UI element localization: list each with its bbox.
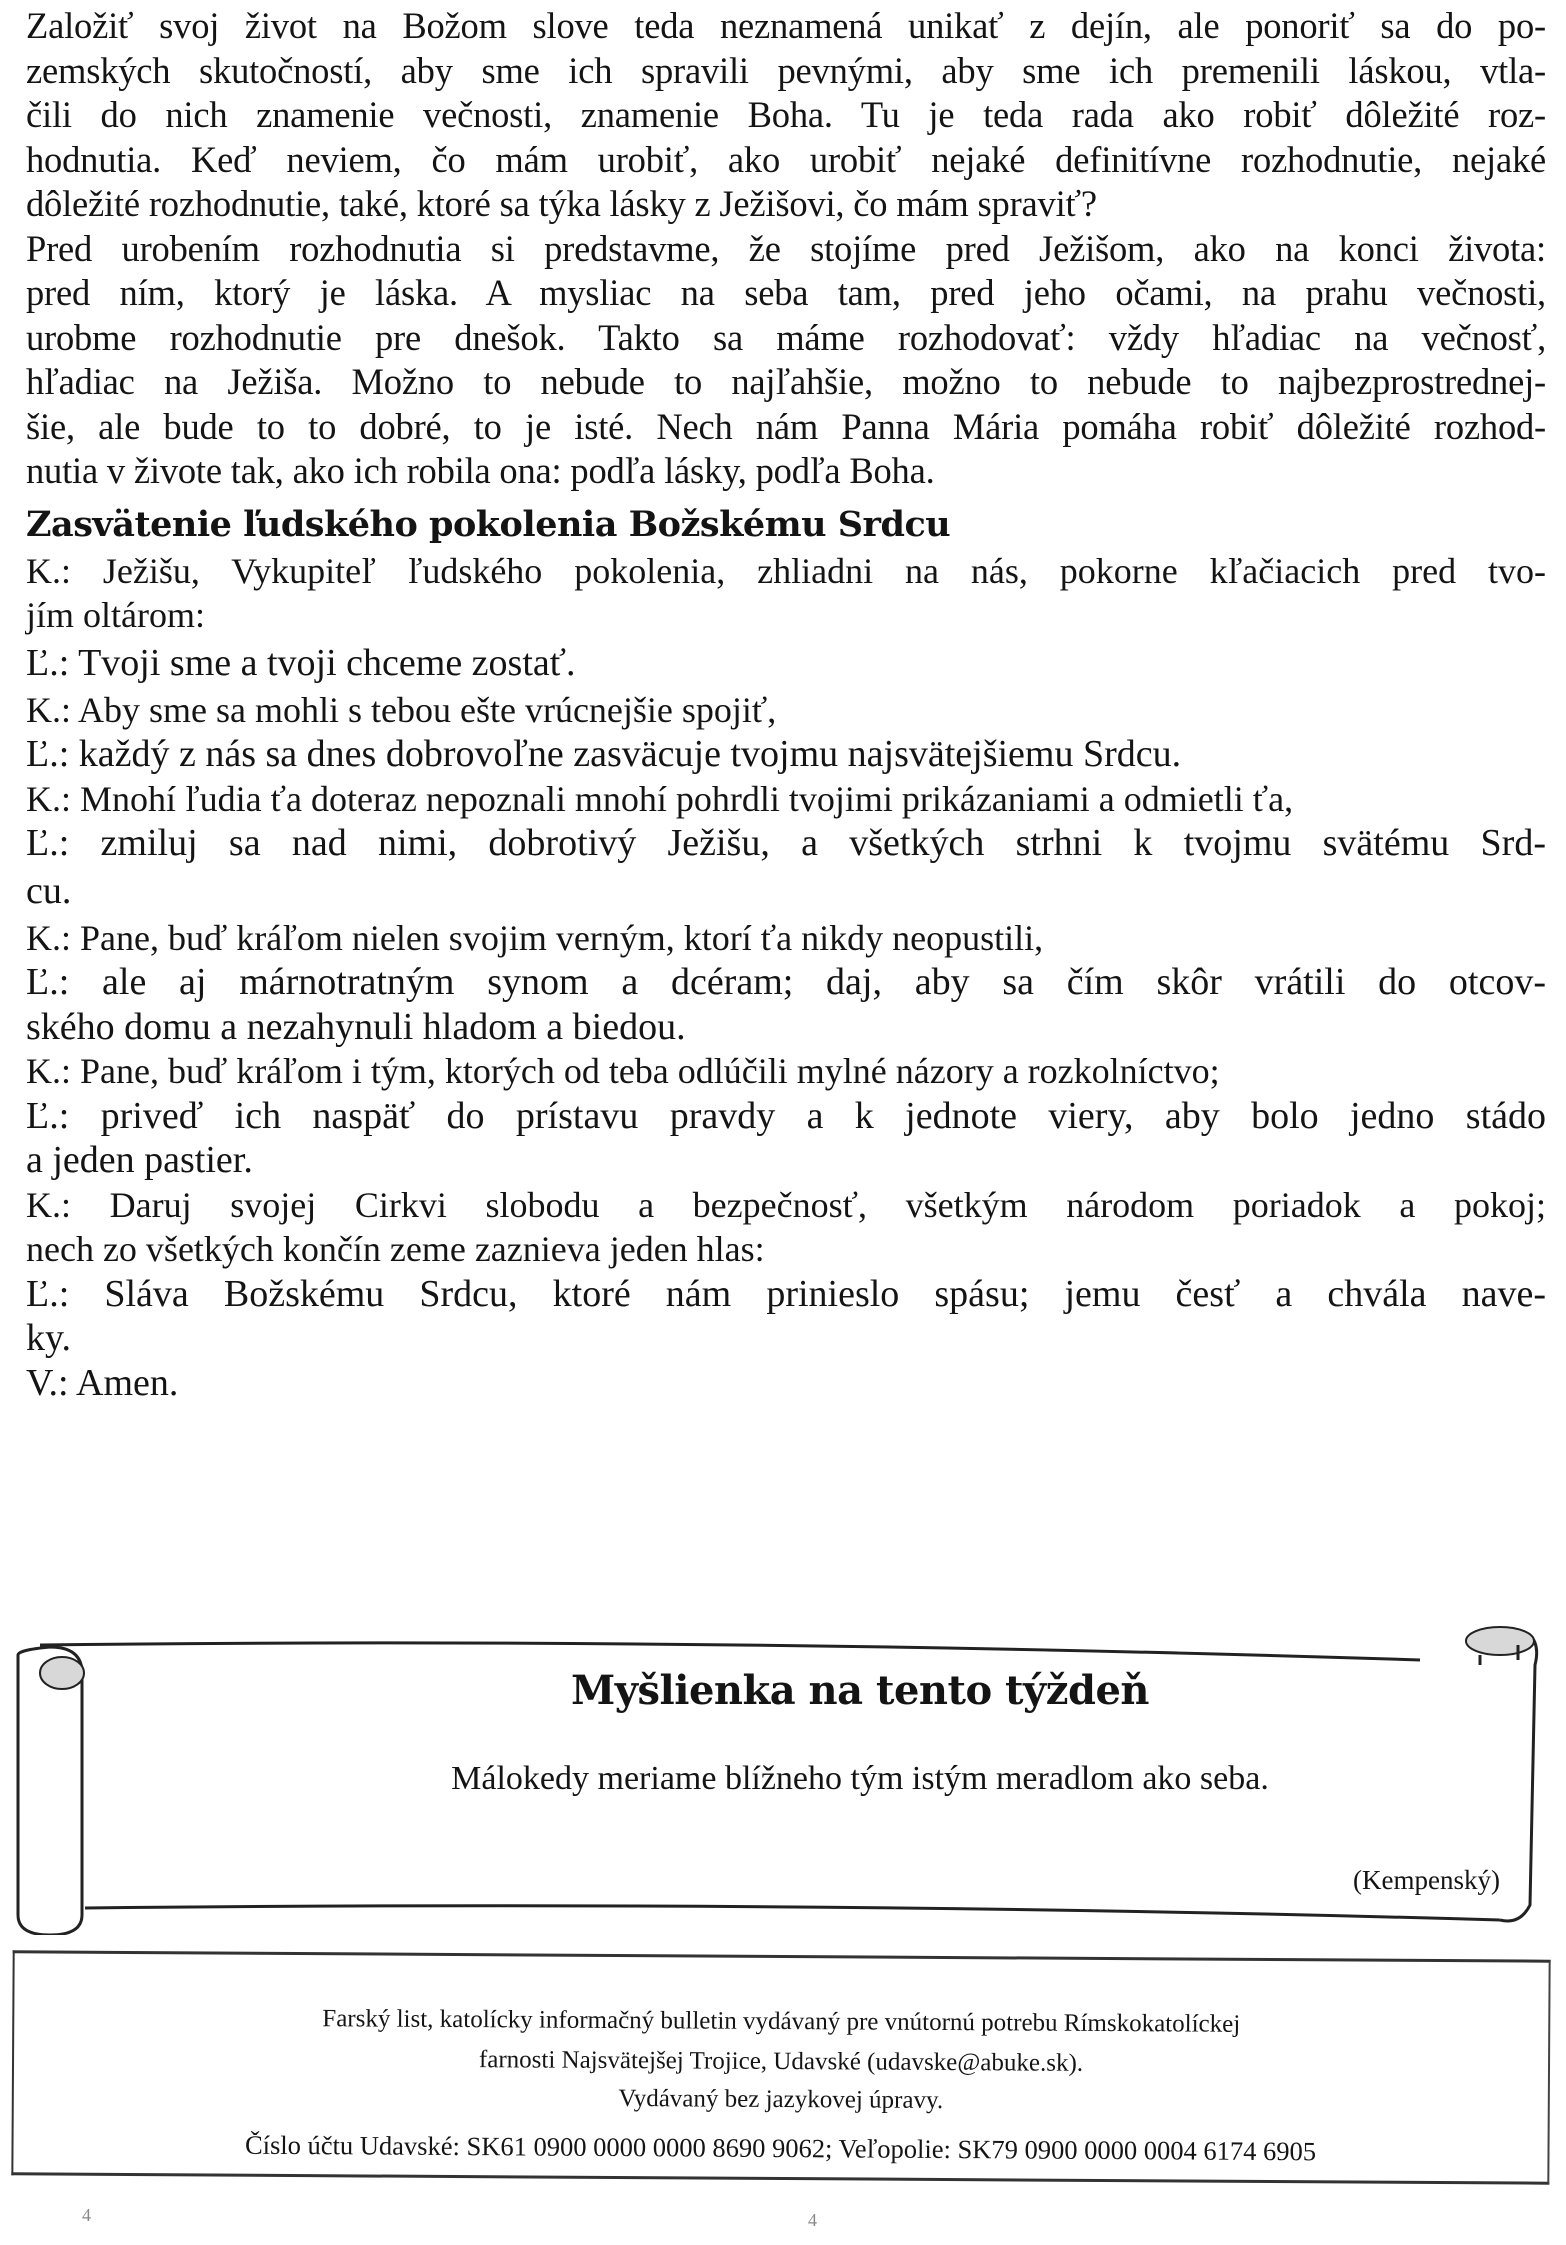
prayer-line: ky.	[26, 1317, 72, 1359]
prayer-line: cu.	[26, 869, 72, 912]
paragraph-line: Založiť svoj život na Božom slove teda neznamená unikať z dejín, ale ponoriť sa do po-	[26, 5, 1546, 46]
prayer-line: K.: Pane, buď kráľom i tým, ktorých od teba odlúčili mylné názory a rozkolníctvo;	[26, 1051, 1220, 1091]
prayer-line: Ľ.: Tvoji sme a tvoji chceme zostať.	[26, 641, 576, 684]
prayer-line: K.: Mnohí ľudia ťa doteraz nepoznali mnohí pohrdli tvojimi prikázaniami a odmietli ťa,	[26, 778, 1294, 819]
document-page	[26, 4, 1546, 1405]
page-mark-center: 4	[808, 2210, 817, 2230]
prayer-line: Ľ.: zmiluj sa nad nimi, dobrotivý Ježišu, a všetkých strhni k tvojmu svätému Srd-	[26, 822, 1546, 864]
paragraph-line: hľadiac na Ježiša. Možno to nebude to najľahšie, možno to nebude to najbezprostrednej-	[26, 361, 1546, 402]
prayer-line: K.: Pane, buď kráľom nielen svojim verným, ktorí ťa nikdy neopustili,	[26, 917, 1044, 958]
thought-title: Myšlienka na tento týždeň	[571, 1667, 1149, 1714]
consecration-prayer	[26, 549, 1546, 1406]
paragraph-line: Pred urobením rozhodnutia si predstavme, že stojíme pred Ježišom, ako na konci života:	[26, 227, 1546, 269]
footer-line-parish: farnosti Najsvätejšej Trojice, Udavské (udavske@abuke.sk).	[478, 2046, 1084, 2077]
prayer-line: a jeden pastier.	[26, 1139, 253, 1181]
paragraph-line: urobme rozhodnutie pre dnešok. Takto sa máme rozhodovať: vždy hľadiac na večnosť,	[26, 316, 1546, 358]
paragraph-line: dôležité rozhodnutie, také, ktoré sa týka lásky z Ježišovi, čo mám spraviť?	[26, 183, 1097, 224]
paragraph-line: hodnutia. Keď neviem, čo mám urobiť, ako urobiť nejaké definitívne rozhodnutie, nejaké	[26, 138, 1546, 180]
prayer-line: jím oltárom:	[26, 595, 205, 635]
prayer-line: Ľ.: každý z nás sa dnes dobrovoľne zasväcuje tvojmu najsvätejšiemu Srdcu.	[26, 733, 1182, 775]
prayer-line: Ľ.: ale aj márnotratným synom a dcéram; daj, aby sa čím skôr vrátili do otcov-	[26, 961, 1546, 1003]
thought-of-week-scroll	[10, 1615, 1550, 1935]
prayer-line: ského domu a nezahynuli hladom a biedou.	[26, 1005, 686, 1048]
thought-quote: Málokedy meriame blížneho tým istým meradlom ako seba.	[451, 1760, 1269, 1797]
prayer-line: Ľ.: Sláva Božskému Srdcu, ktoré nám prinieslo spásu; jemu česť a chvála nave-	[26, 1272, 1546, 1315]
paragraph-line: šie, ale bude to to dobré, to je isté. Nech nám Panna Mária pomáha robiť dôležité rozhod-	[26, 405, 1546, 447]
prayer-line: K.: Aby sme sa mohli s tebou ešte vrúcnejšie spojiť,	[26, 689, 777, 730]
bulletin-footer-box	[11, 1950, 1550, 2184]
paragraph-line: čili do nich znamenie večnosti, znamenie Boha. Tu je teda rada ako robiť dôležité roz-	[26, 94, 1546, 135]
paragraph-line: nutia v živote tak, ako ich robila ona: podľa lásky, podľa Boha.	[26, 450, 935, 491]
page-mark-left: 4	[82, 2205, 91, 2225]
footer-line-publication: Farský list, katolícky informačný bulletin vydávaný pre vnútornú potrebu Rímskokatolíckej	[322, 2005, 1241, 2038]
paragraph-line: zemských skutočností, aby sme ich spravili pevnými, aby sme ich premenili láskou, vtla-	[26, 49, 1546, 91]
prayer-line: nech zo všetkých končín zeme zaznieva jeden hlas:	[26, 1229, 765, 1269]
thought-author: (Kempenský)	[1353, 1865, 1500, 1895]
prayer-line: Ľ.: priveď ich naspäť do prístavu pravdy a k jednote viery, aby bolo jedno stádo	[26, 1094, 1546, 1137]
footer-line-accounts: Číslo účtu Udavské: SK61 0900 0000 0000 8690 9062; Veľopolie: SK79 0900 0000 0004 6174 6905	[244, 2129, 1317, 2167]
intro-paragraph-1	[26, 4, 1546, 227]
prayer-line: K.: Ježišu, Vykupiteľ ľudského pokolenia, zhliadni na nás, pokorne kľačiacich pred tvo-	[26, 550, 1546, 591]
consecration-heading: Zasvätenie ľudského pokolenia Božskému Srdcu	[26, 503, 951, 545]
paragraph-line: pred ním, ktorý je láska. A mysliac na seba tam, pred jeho očami, na prahu večnosti,	[26, 272, 1546, 313]
footer-line-no-edit: Vydávaný bez jazykovej úpravy.	[618, 2085, 944, 2114]
prayer-line: K.: Daruj svojej Cirkvi slobodu a bezpečnosť, všetkým národom poriadok a pokoj;	[26, 1184, 1546, 1225]
intro-paragraph-2	[26, 227, 1546, 494]
prayer-line: V.: Amen.	[26, 1361, 179, 1404]
